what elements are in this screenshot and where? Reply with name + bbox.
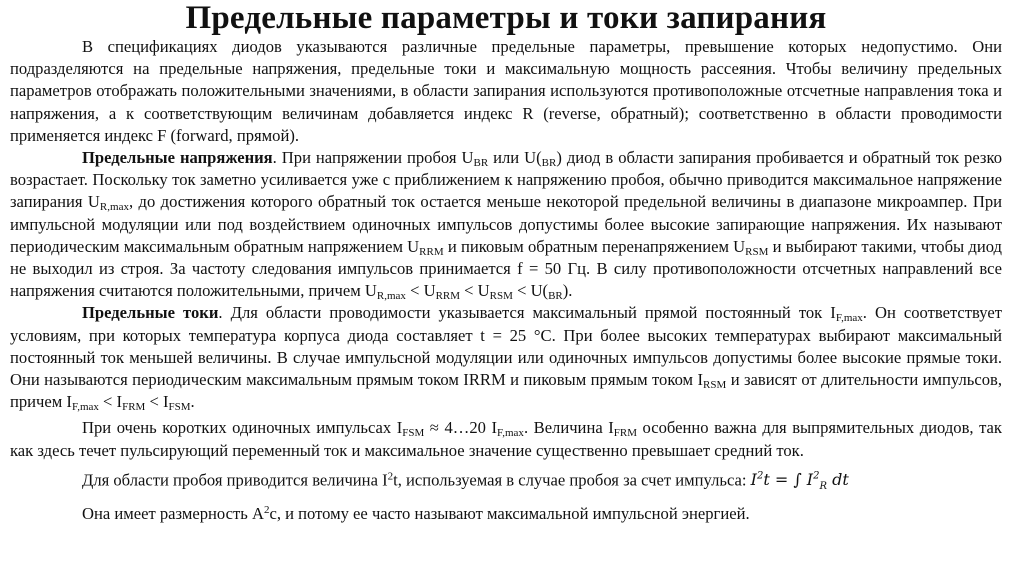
- paragraph-limit-voltages: Предельные напряжения. При напряжении пробоя $U_{BR}$ или $U(_{BR})$ диод в области запирания пробивается и обратный ток резко возрастает. Поскольку ток заметно усиливается уже с приближением к напряжению пробоя, обычно приводится максимальное напряжение запирания $U_{R,max}$, до достижения которого обратный ток остается меньше некоторой предельной величины в диапазоне микроампер. При импульсной модуляции или под воздействием одиночных импульсов допустимы более высокие запирающие напряжения. Их называют периодическим максимальным обратным напряжением $U_{RRM}$ и пиковым обратным перенапряжением $U_{RSM}$ и выбирают такими, чтобы диод не выходил из строя. За частоту следования импульсов принимается f = 50 Гц. В силу противоположности отсчетных направлений все напряжения считаются положительными, причем $U_{R,max} < U_{RRM} < U_{RSM} < U(_{BR})$.: [10, 148, 1003, 303]
- paragraph-limit-currents: Предельные токи. Для области проводимости указывается максимальный прямой постоянный ток $I_{F,max}$. Он соответствует условиям, при которых температура корпуса диода составляет t = 25 °C. При более высоких температурах выбирают максимальный постоянный ток меньшей величины. В случае импульсной модуляции или одиночных импульсов допустимы более высокие прямые токи. Они называются периодическим максимальным прямым током IRRM и пиковым прямым током $I_{RSM}$ и зависят от длительности импульсов, причем $I_{F,max} < I_{FRM} < I_{FSM}$.: [10, 303, 1003, 414]
- paragraph-breakdown: Для области пробоя приводится величина $I^2t$, используемая в случае пробоя за счет импульса: $I^2t$ = ∫ $I^2_R$ dt: [82, 470, 849, 493]
- paragraph-short-pulses: При очень коротких одиночных импульсах $I_{FSM}$ ≈ 4…20 $I_{F,max}$. Величина $I_{FRM}$ особенно важна для выпрямительных диодов, так как здесь течет пульсирующий переменный ток и максимальное значение существенно превышает средний ток.: [10, 418, 1002, 460]
- paragraph-intro: В спецификациях диодов указываются различные предельные параметры, превышение которых недопустимо. Они подразделяются на предельные напряжения, предельные токи и максимальную мощность рассеяния. Чтобы величину предельных параметров отображать положительными значениями, в области запирания используются противоположные отсчетные направления тока и напряжения, а к соответствующим величинам добавляется индекс R (reverse, обратный); соответственно в области проводимости применяется индекс F (forward, прямой).: [10, 37, 1002, 145]
- heading-limit-voltages: Предельные напряжения: [82, 148, 273, 168]
- page-title: Предельные параметры и токи запирания: [185, 0, 827, 36]
- formula-i2t: $I^2t$ = ∫ $I^2_R$ dt: [750, 470, 849, 493]
- heading-limit-currents: Предельные токи: [82, 303, 219, 323]
- paragraph-dimension: Она имеет размерность $А^2с$, и потому ее часто называют максимальной импульсной энергией.: [82, 503, 750, 523]
